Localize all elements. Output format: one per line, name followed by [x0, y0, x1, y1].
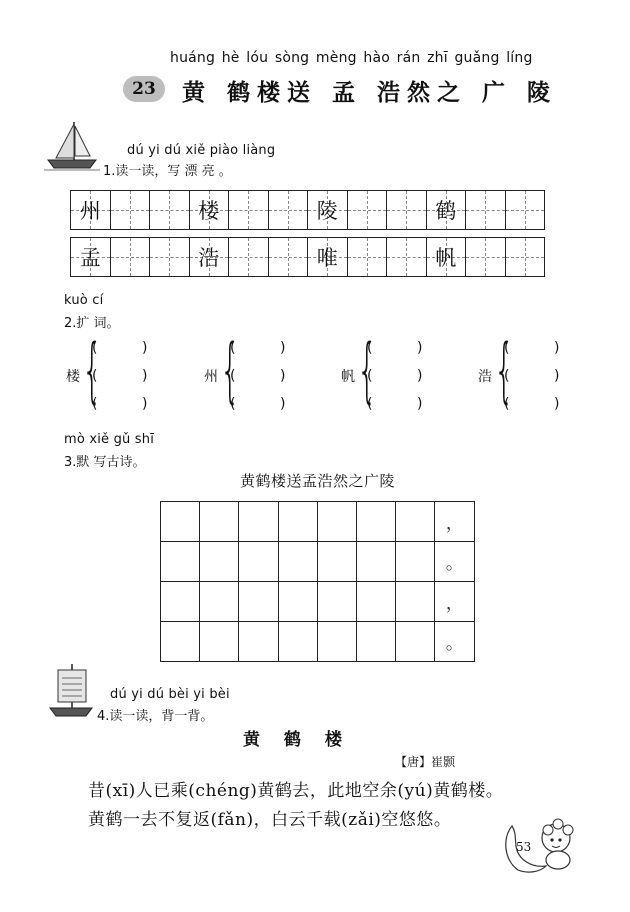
grid-cell[interactable]	[396, 542, 435, 582]
grid-cell[interactable]	[278, 582, 317, 622]
grid-cell[interactable]	[465, 191, 505, 229]
grid-cell[interactable]	[200, 622, 239, 662]
grid-cell[interactable]	[505, 238, 545, 276]
grid-cell[interactable]	[357, 622, 396, 662]
answer-blank[interactable]: ( )	[230, 396, 286, 412]
grid-cell[interactable]	[110, 191, 150, 229]
grid-cell[interactable]	[161, 582, 200, 622]
lesson-title: 黄 鹤楼送 孟 浩然之 广 陵	[182, 79, 558, 106]
expand-char: 楼	[66, 369, 80, 385]
grid-cell[interactable]: 帆	[426, 238, 466, 276]
grid-cell[interactable]: 孟	[71, 238, 110, 276]
grid-cell[interactable]: 鹤	[426, 191, 466, 229]
grid-cell[interactable]	[386, 238, 426, 276]
grid-cell[interactable]	[347, 238, 387, 276]
brace-icon: {	[82, 329, 103, 411]
writing-grid-row-2	[70, 237, 545, 277]
section2-title: 2.扩 词。	[64, 316, 120, 331]
grid-cell[interactable]	[317, 502, 356, 542]
punctuation-cell: ，	[435, 502, 475, 542]
grid-cell[interactable]	[465, 238, 505, 276]
grid-cell[interactable]	[278, 542, 317, 582]
grid-row	[161, 542, 475, 582]
section2-pinyin: kuò cí	[64, 293, 104, 308]
expand-char: 浩	[478, 369, 492, 385]
section4-title: 4.读一读，背一背。	[97, 709, 214, 724]
poem-title: 黄鹤楼送孟浩然之广陵	[240, 472, 396, 490]
answer-blank[interactable]: ( )	[230, 368, 286, 384]
punctuation-cell: ，	[435, 582, 475, 622]
grid-cell[interactable]: 楼	[189, 191, 229, 229]
grid-cell[interactable]: 州	[71, 191, 110, 229]
answer-blank[interactable]: ( )	[92, 396, 148, 412]
grid-cell[interactable]	[110, 238, 150, 276]
poem-line-2: 黄鹤一去不复返(fǎn)，白云千载(zǎi)空悠悠。	[88, 810, 452, 830]
grid-row	[161, 622, 475, 662]
grid-cell[interactable]	[347, 191, 387, 229]
grid-cell[interactable]	[278, 622, 317, 662]
expand-char: 帆	[341, 369, 355, 385]
grid-cell[interactable]	[161, 622, 200, 662]
answer-blank[interactable]: ( )	[504, 368, 560, 384]
sailboat-icon	[44, 118, 100, 172]
grid-cell[interactable]	[357, 582, 396, 622]
grid-cell[interactable]	[317, 542, 356, 582]
grid-cell[interactable]	[149, 238, 189, 276]
grid-cell[interactable]	[317, 582, 356, 622]
grid-cell[interactable]	[149, 191, 189, 229]
answer-blank[interactable]: ( )	[92, 368, 148, 384]
lesson-number-badge: 23	[123, 76, 165, 102]
section3-pinyin: mò xiě gǔ shī	[64, 432, 155, 447]
grid-row	[161, 502, 475, 542]
answer-blank[interactable]: ( )	[504, 396, 560, 412]
section1-title: 1.读一读，写 漂 亮 。	[103, 164, 232, 179]
punctuation-cell: 。	[435, 542, 475, 582]
poem-line-1: 昔(xī)人已乘(chéng)黄鹤去，此地空余(yú)黄鹤楼。	[88, 781, 504, 801]
poem-heading: 黄 鹤 楼	[243, 730, 351, 750]
grid-cell[interactable]	[161, 542, 200, 582]
grid-cell[interactable]	[386, 191, 426, 229]
punctuation-cell: 。	[435, 622, 475, 662]
cartoon-sheep-icon	[500, 812, 580, 876]
grid-cell[interactable]	[396, 582, 435, 622]
grid-cell[interactable]	[239, 542, 278, 582]
writing-grid-row-1	[70, 190, 545, 230]
title-pinyin: huáng hè lóu sòng mèng hào rán zhī guǎng líng	[170, 50, 533, 66]
scroll-boat-icon	[46, 662, 96, 720]
grid-cell[interactable]	[505, 191, 545, 229]
brace-icon: {	[220, 329, 241, 411]
poem-writing-grid	[160, 501, 475, 662]
page-number: 53	[516, 840, 532, 854]
grid-cell[interactable]	[357, 542, 396, 582]
answer-blank[interactable]: ( )	[367, 368, 423, 384]
section4-pinyin: dú yi dú bèi yi bèi	[110, 687, 230, 702]
grid-row	[161, 582, 475, 622]
grid-cell[interactable]	[317, 622, 356, 662]
grid-cell[interactable]	[200, 582, 239, 622]
answer-blank[interactable]: ( )	[230, 340, 286, 356]
grid-cell[interactable]	[239, 502, 278, 542]
answer-blank[interactable]: ( )	[92, 340, 148, 356]
grid-cell[interactable]	[268, 191, 308, 229]
section3-title: 3.默 写古诗。	[64, 455, 146, 470]
grid-cell[interactable]	[396, 502, 435, 542]
answer-blank[interactable]: ( )	[504, 340, 560, 356]
grid-cell[interactable]	[161, 502, 200, 542]
grid-cell[interactable]	[228, 191, 268, 229]
answer-blank[interactable]: ( )	[367, 340, 423, 356]
grid-cell[interactable]	[396, 622, 435, 662]
brace-icon: {	[494, 329, 515, 411]
poem-author: 【唐】崔颢	[395, 755, 456, 769]
expand-char: 州	[204, 369, 218, 385]
grid-cell[interactable]: 陵	[307, 191, 347, 229]
grid-cell[interactable]	[200, 502, 239, 542]
answer-blank[interactable]: ( )	[367, 396, 423, 412]
grid-cell[interactable]	[278, 502, 317, 542]
grid-cell[interactable]	[239, 582, 278, 622]
grid-cell[interactable]	[268, 238, 308, 276]
section1-pinyin: dú yi dú xiě piào liàng	[127, 143, 276, 158]
grid-cell[interactable]	[239, 622, 278, 662]
grid-cell[interactable]: 唯	[307, 238, 347, 276]
brace-icon: {	[357, 329, 378, 411]
grid-cell[interactable]	[200, 542, 239, 582]
grid-cell[interactable]: 浩	[189, 238, 229, 276]
grid-cell[interactable]	[228, 238, 268, 276]
grid-cell[interactable]	[357, 502, 396, 542]
